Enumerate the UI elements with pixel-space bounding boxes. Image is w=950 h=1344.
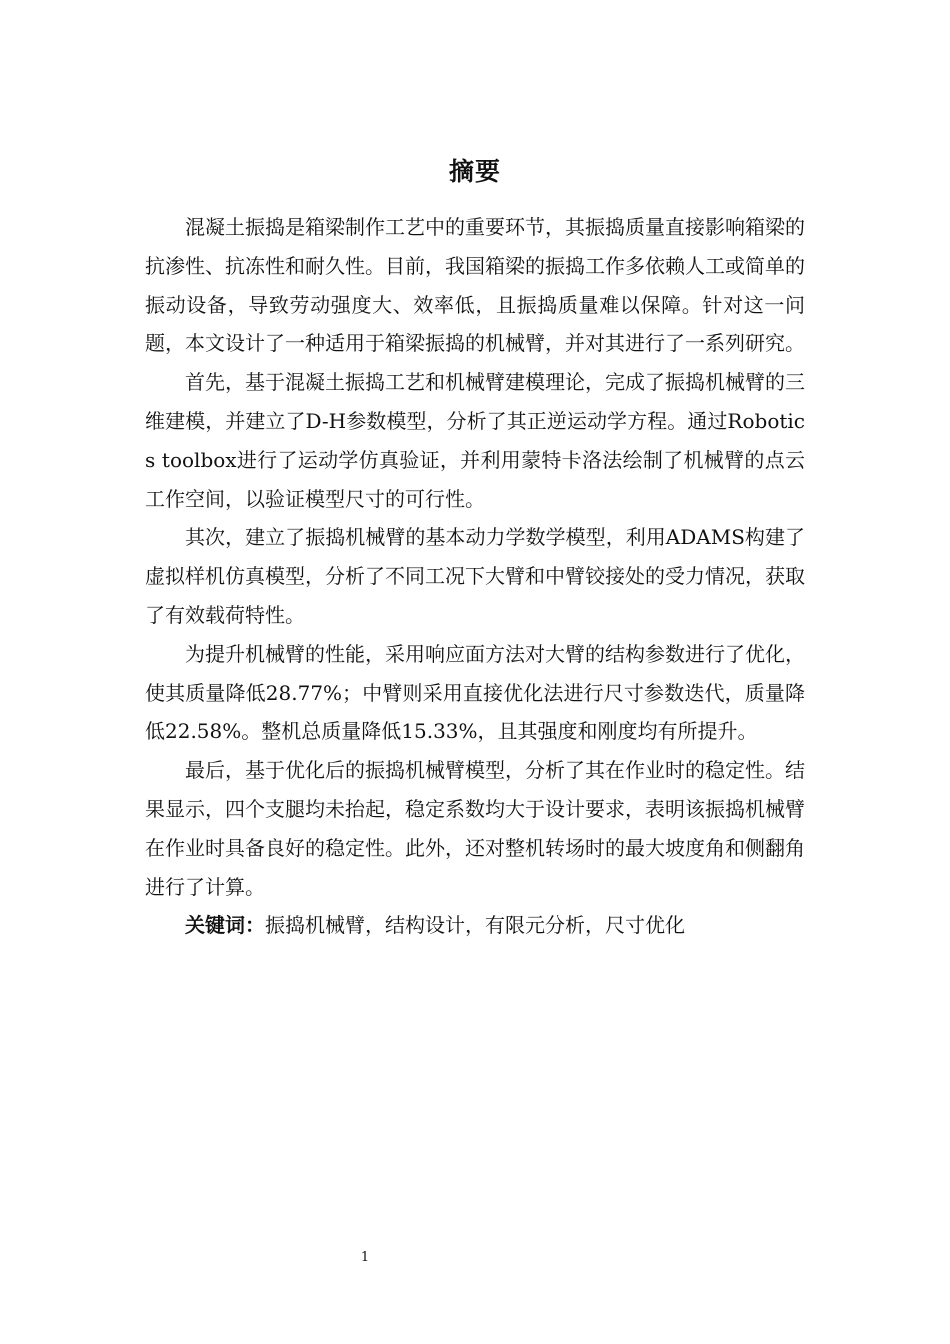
abstract-title: 摘要: [448, 157, 501, 186]
abstract-paragraph-4: 为提升机械臂的性能，采用响应面方法对大臂的结构参数进行了优化，使其质量降低28.77%；中臂则采用直接优化法进行尺寸参数迭代，质量降低22.58%。整机总质量降低15.33%，且其强度和刚度均有所提升。: [145, 641, 805, 744]
keywords-text: 振捣机械臂，结构设计，有限元分析，尺寸优化: [265, 913, 685, 938]
page-number: 1: [360, 1250, 370, 1265]
abstract-paragraph-1: 混凝土振捣是箱梁制作工艺中的重要环节，其振捣质量直接影响箱梁的抗渗性、抗冻性和耐久性。目前，我国箱梁的振捣工作多依赖人工或简单的振动设备，导致劳动强度大、效率低，且振捣质量难以保障。针对这一问题，本文设计了一种适用于箱梁振捣的机械臂，并对其进行了一系列研究。: [145, 215, 805, 356]
abstract-paragraph-2: 首先，基于混凝土振捣工艺和机械臂建模理论，完成了振捣机械臂的三维建模，并建立了D-H参数模型，分析了其正逆运动学方程。通过Robotics toolbox进行了运动学仿真验证，并利用蒙特卡洛法绘制了机械臂的点云工作空间，以验证模型尺寸的可行性。: [145, 370, 805, 511]
abstract-body: [145, 208, 805, 945]
keywords-line: [145, 906, 805, 945]
keywords-label: 关键词：: [185, 913, 265, 938]
abstract-paragraph-5: 最后，基于优化后的振捣机械臂模型，分析了其在作业时的稳定性。结果显示，四个支腿均未抬起，稳定系数均大于设计要求，表明该振捣机械臂在作业时具备良好的稳定性。此外，还对整机转场时的最大坡度角和侧翻角进行了计算。: [145, 758, 805, 899]
abstract-paragraph-3: 其次，建立了振捣机械臂的基本动力学数学模型，利用ADAMS构建了虚拟样机仿真模型，分析了不同工况下大臂和中臂铰接处的受力情况，获取了有效载荷特性。: [145, 525, 805, 627]
